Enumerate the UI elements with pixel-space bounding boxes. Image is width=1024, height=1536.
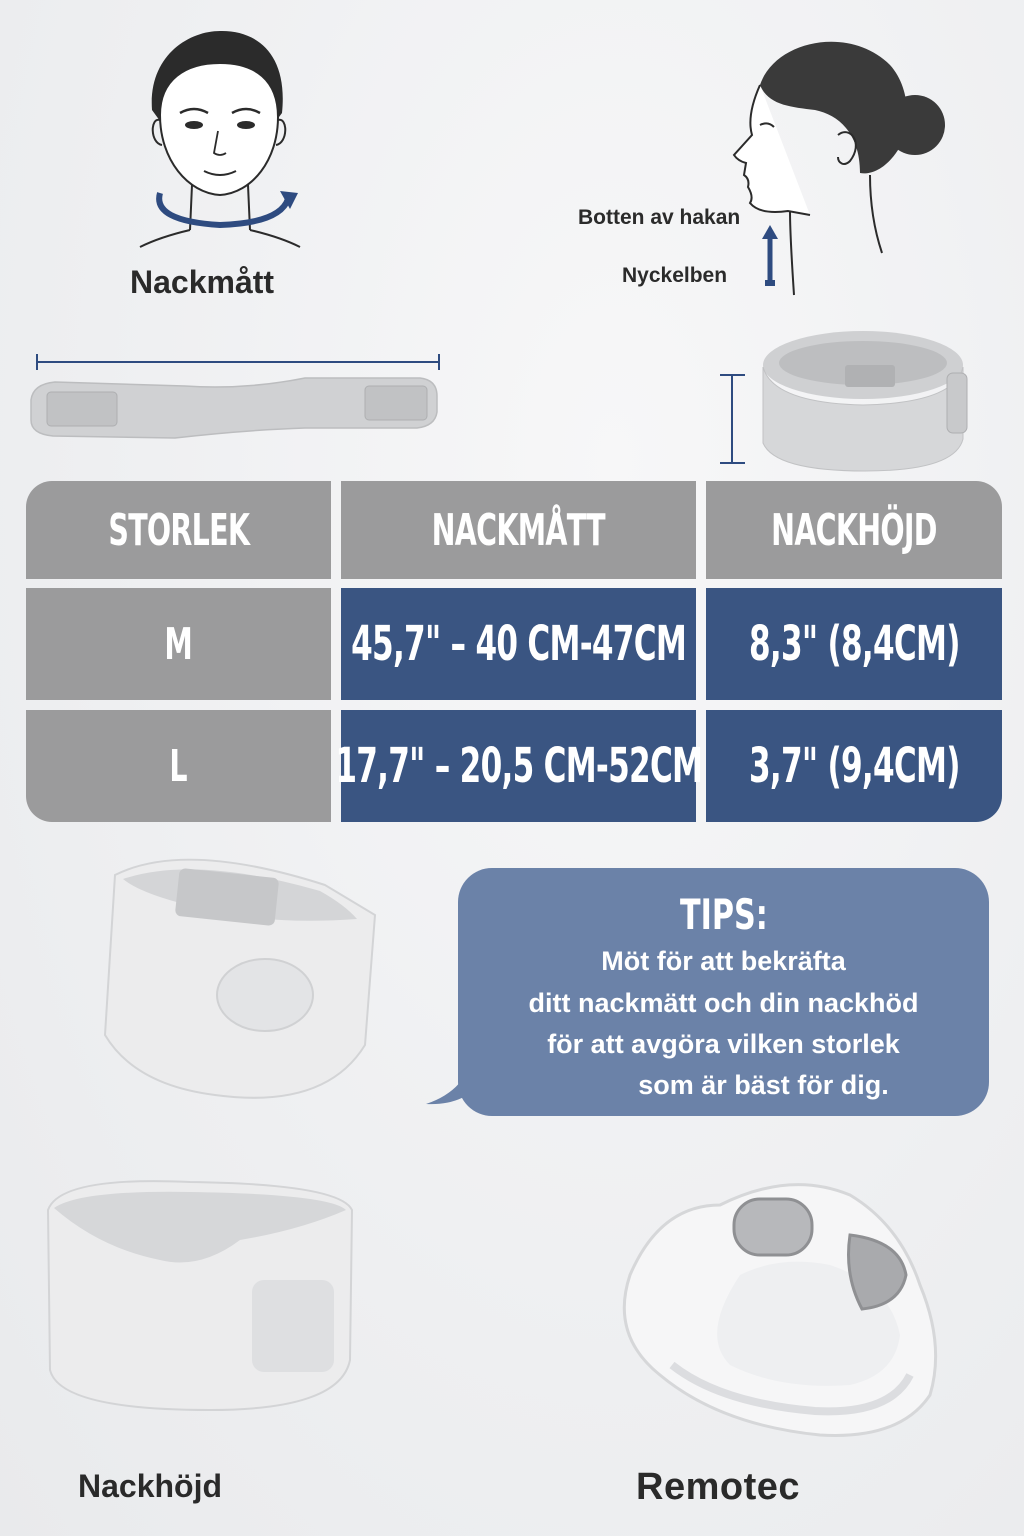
side-head-illustration: [720, 25, 950, 300]
collarbone-label: Nyckelben: [622, 264, 728, 287]
tips-line: som är bäst för dig.: [638, 1070, 889, 1100]
table-header-circumference: NACKMÅTT: [341, 481, 696, 579]
table-cell-height-m: 8,3" (8,4CM): [706, 588, 1002, 700]
round-collar-illustration: [715, 325, 975, 475]
front-head-illustration: [130, 25, 310, 250]
brand-name: Remotec: [636, 1466, 800, 1508]
tips-line: ditt nackmätt och din nackhöd: [528, 988, 919, 1018]
chin-bottom-label: Botten av hakan: [578, 206, 741, 229]
soft-collar-tilted-illustration: [95, 845, 395, 1120]
table-cell-size-m: M: [26, 588, 331, 700]
neck-height-caption: Nackhöjd: [78, 1468, 223, 1504]
tips-line: för att avgöra vilken storlek: [547, 1029, 900, 1059]
neck-circumference-caption: Nackmått: [130, 264, 275, 300]
neck-massager-illustration: [600, 1165, 945, 1455]
flat-collar-illustration: [25, 350, 445, 445]
table-header-size: STORLEK: [26, 481, 331, 579]
table-cell-circumference-m: 45,7" – 40 CM-47CM: [341, 588, 696, 700]
table-cell-circumference-l: 17,7" – 20,5 CM-52CM: [341, 710, 696, 822]
tips-title: TIPS:: [679, 890, 768, 939]
size-table: [26, 481, 1002, 822]
table-cell-height-l: 3,7" (9,4CM): [706, 710, 1002, 822]
table-cell-size-l: L: [26, 710, 331, 822]
table-header-height: NACKHÖJD: [706, 481, 1002, 579]
soft-collar-front-illustration: [40, 1170, 360, 1415]
tips-line: Möt för att bekräfta: [601, 946, 846, 976]
tips-bubble: [458, 868, 989, 1116]
